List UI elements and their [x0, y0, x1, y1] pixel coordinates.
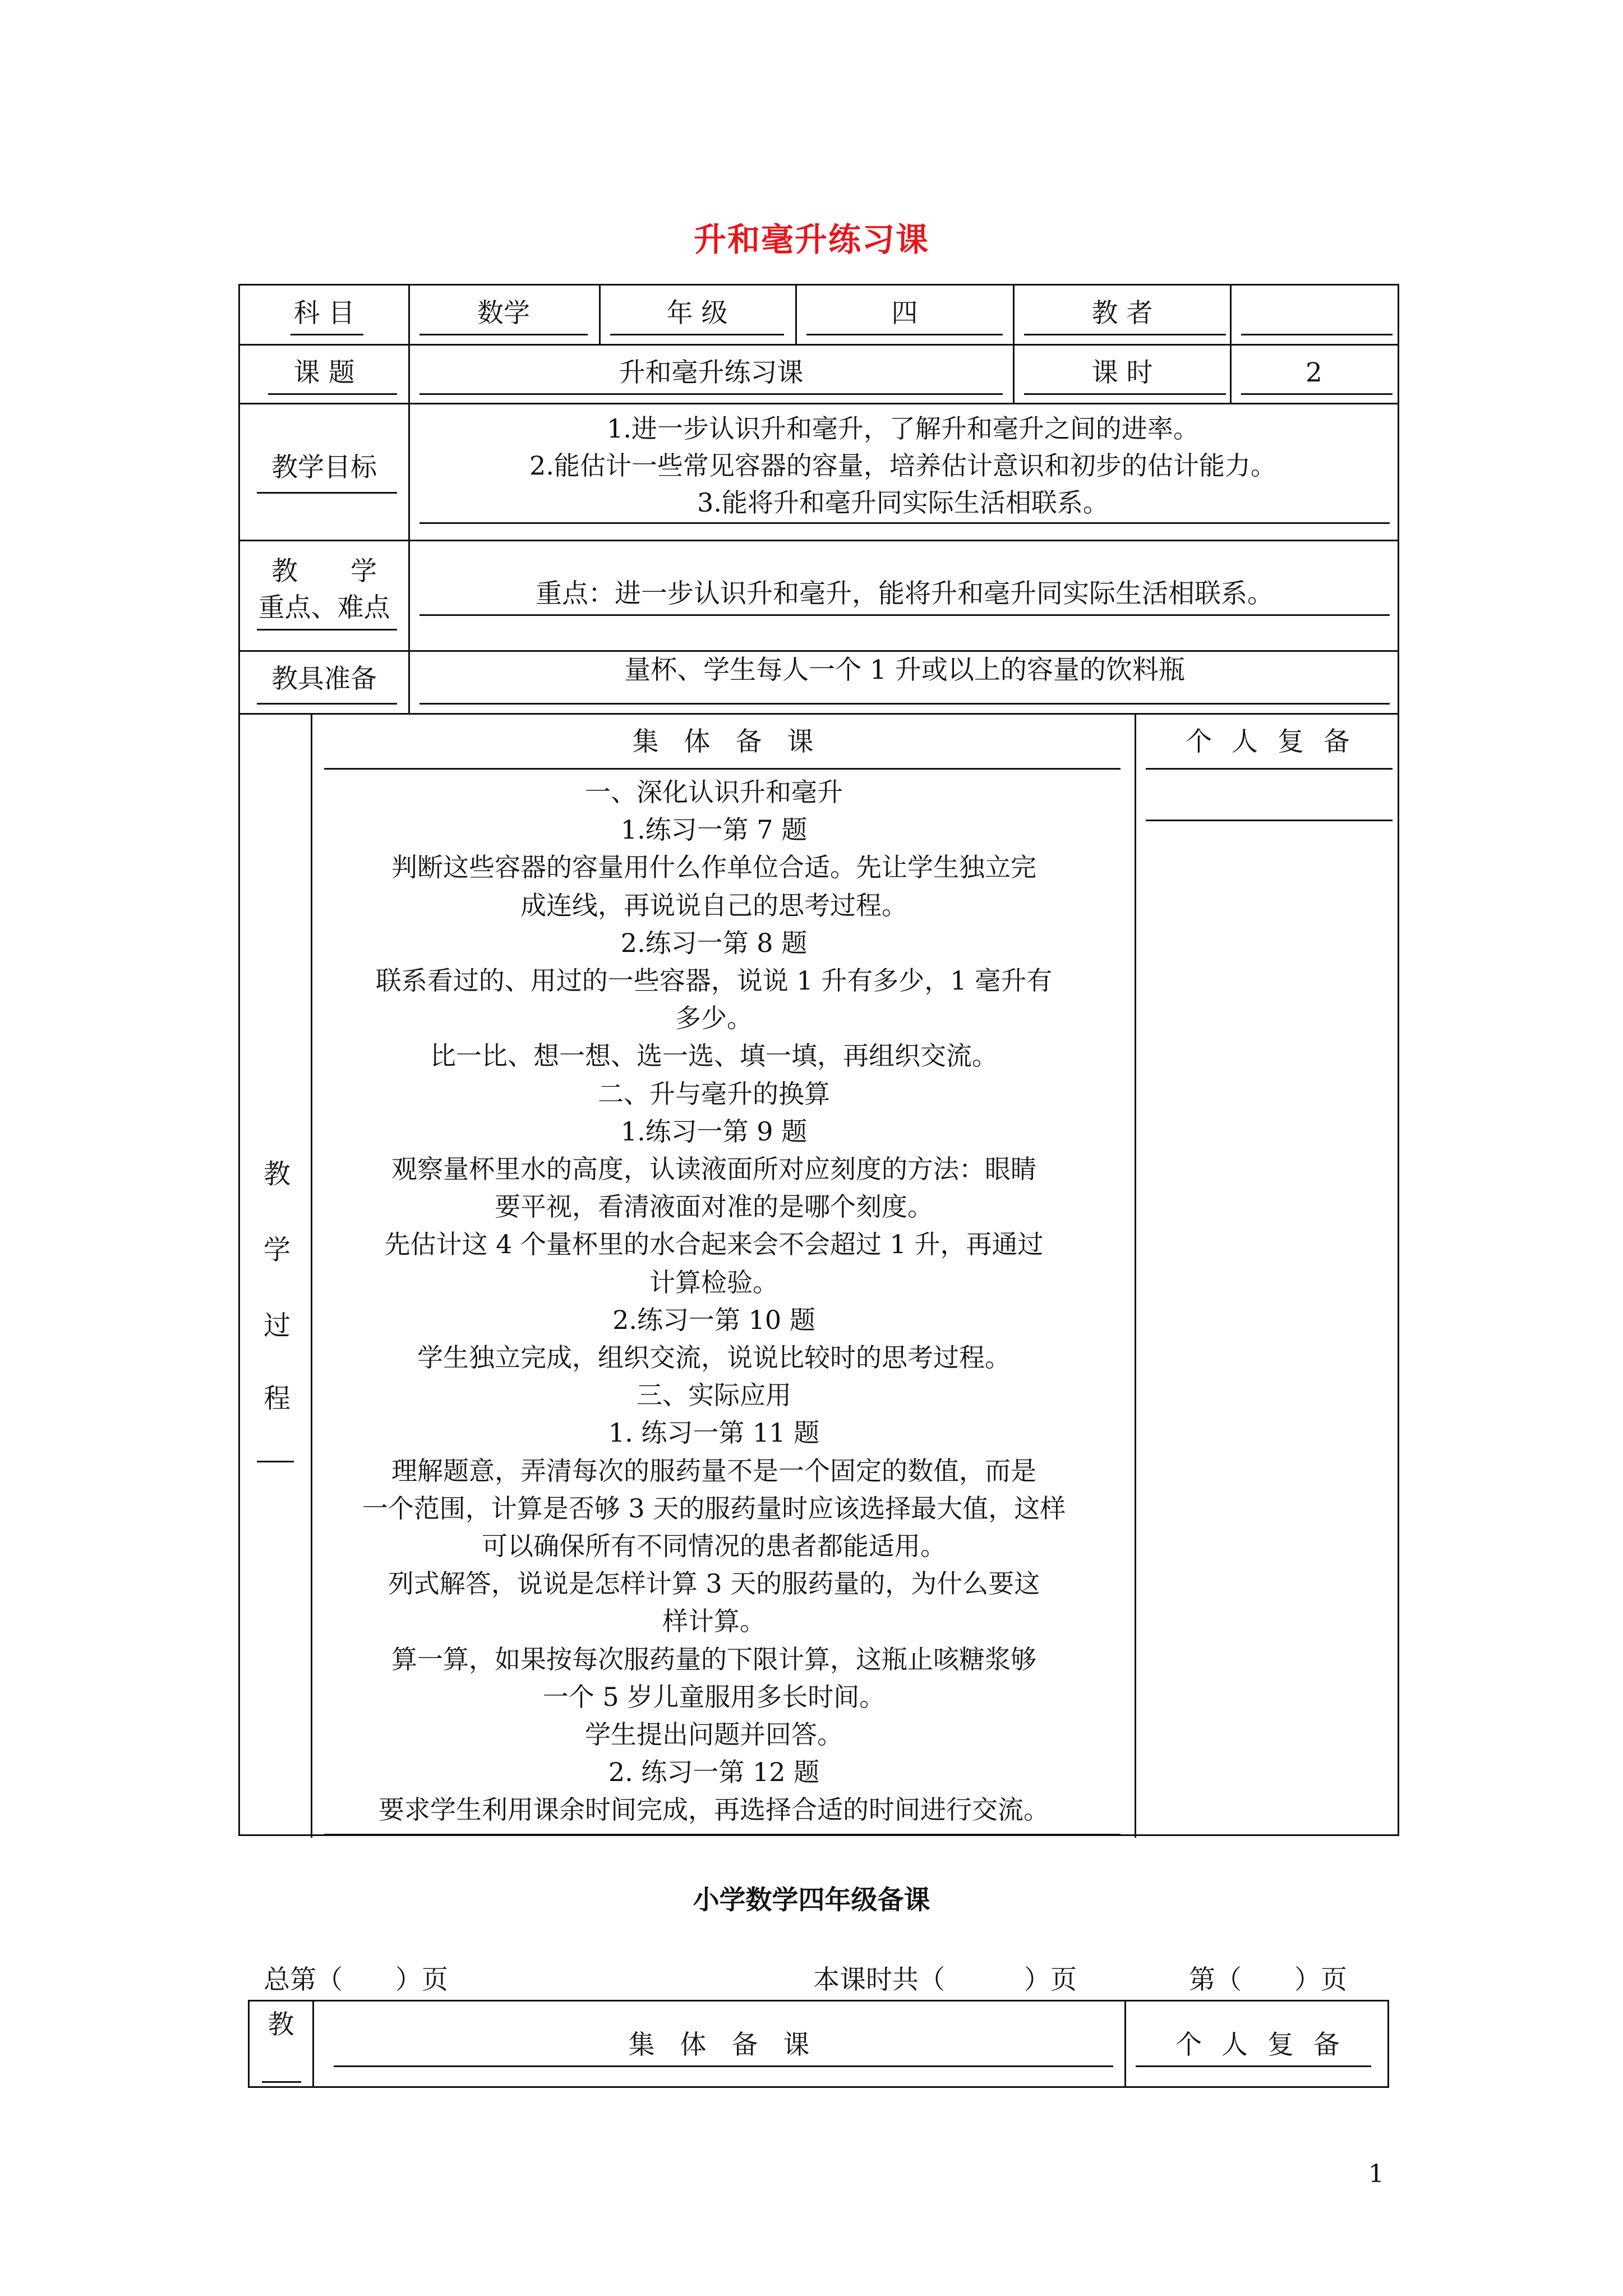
underline — [1136, 2065, 1371, 2067]
exercise-title: 2.练习一第 8 题 — [620, 927, 808, 958]
goal-item: 1.进一步认识升和毫升，了解升和毫升之间的进率。 — [607, 413, 1199, 444]
process-line: 要平视，看清液面对准的是哪个刻度。 — [495, 1191, 933, 1222]
underline — [419, 393, 1003, 395]
goal-item: 2.能估计一些常见容器的容量，培养估计意识和初步的估计能力。 — [529, 450, 1276, 481]
underline — [419, 703, 1390, 705]
process-line: 算一算，如果按每次服药量的下限计算，这瓶止咳糖浆够 — [391, 1644, 1036, 1674]
row-divider — [240, 540, 1398, 541]
underline — [419, 522, 1390, 524]
underline — [419, 334, 588, 335]
continuation-table — [248, 2000, 1389, 2088]
section-heading: 一、深化认识升和毫升 — [585, 777, 843, 807]
underline — [1024, 334, 1226, 335]
underline — [610, 334, 784, 335]
row-divider — [240, 650, 1398, 652]
lesson-plan-table — [238, 284, 1399, 1836]
column-divider — [311, 713, 312, 1838]
process-line: 先估计这 4 个量杯里的水合起来会不会超过 1 升，再通过 — [384, 1229, 1044, 1260]
process-line: 联系看过的、用过的一些容器，说说 1 升有多少，1 毫升有 — [375, 965, 1053, 996]
goals-list — [419, 410, 1386, 521]
total-page-field: 总第（ ）页 — [264, 1964, 448, 1995]
process-line: 理解题意，弄清每次的服药量不是一个固定的数值，而是 — [391, 1455, 1036, 1486]
collective-header: 集 体 备 课 — [632, 726, 814, 757]
materials-label: 教具准备 — [271, 664, 377, 694]
grade-value: 四 — [891, 298, 918, 329]
column-divider — [1124, 2001, 1126, 2086]
underline — [806, 334, 1003, 335]
row-divider — [240, 403, 1398, 404]
topic-value: 升和毫升练习课 — [619, 357, 804, 388]
key-points-value: 重点：进一步认识升和毫升，能将升和毫升同实际生活相联系。 — [536, 578, 1274, 609]
process-content — [319, 774, 1109, 1829]
process-line: 多少。 — [675, 1003, 753, 1034]
process-line: 观察量杯里水的高度，认读液面所对应刻度的方法：眼睛 — [391, 1154, 1036, 1185]
process-line: 一个范围，计算是否够 3 天的服药量时应该选择最大值，这样 — [362, 1493, 1066, 1524]
underline — [262, 2081, 301, 2083]
process-side-label: 学 — [263, 1234, 291, 1266]
column-divider — [1135, 713, 1136, 1838]
underline — [1241, 393, 1393, 395]
underline — [291, 334, 363, 335]
process-side-label: 程 — [263, 1383, 291, 1414]
key-points-label-2: 重点、难点 — [258, 592, 390, 623]
key-points-label-1: 教 学 — [271, 556, 377, 587]
underline — [1024, 393, 1226, 395]
section-heading: 二、升与毫升的换算 — [598, 1078, 830, 1109]
underline — [257, 703, 397, 705]
page-number: 1 — [1368, 2160, 1384, 2188]
row-divider — [240, 713, 1398, 715]
underline — [1146, 768, 1393, 770]
underline — [324, 768, 1121, 770]
column-divider — [408, 286, 410, 713]
teacher-underline — [1241, 334, 1393, 335]
process-line: 计算检验。 — [649, 1267, 778, 1297]
column-divider — [599, 286, 601, 344]
column-divider — [312, 2001, 314, 2086]
process-line: 列式解答，说说是怎样计算 3 天的服药量的，为什么要这 — [388, 1568, 1040, 1599]
current-page-field: 第（ ）页 — [1189, 1964, 1347, 1995]
subject-value: 数学 — [477, 298, 530, 329]
topic-label: 课 题 — [293, 357, 355, 388]
process-line: 样计算。 — [662, 1606, 766, 1637]
column-divider — [795, 286, 797, 344]
exercise-title: 1. 练习一第 11 题 — [608, 1418, 820, 1448]
column-divider — [1013, 286, 1015, 403]
personal-note-line — [1146, 820, 1393, 821]
continuation-collective-header: 集 体 备 课 — [628, 2030, 810, 2060]
process-line: 判断这些容器的容量用什么作单位合适。先让学生独立完 — [391, 852, 1036, 883]
exercise-title: 1.练习一第 9 题 — [620, 1116, 808, 1147]
personal-header: 个 人 复 备 — [1186, 726, 1350, 757]
lesson-total-field: 本课时共（ ）页 — [813, 1964, 1077, 1995]
continuation-personal-header: 个 人 复 备 — [1175, 2030, 1340, 2060]
underline — [257, 1461, 294, 1462]
grade-label: 年 级 — [666, 298, 728, 329]
process-line: 成连线，再说说自己的思考过程。 — [520, 890, 907, 921]
page-subtitle: 小学数学四年级备课 — [693, 1885, 930, 1916]
period-label: 课 时 — [1091, 357, 1153, 388]
process-side-label: 教 — [263, 1158, 291, 1190]
underline — [257, 629, 397, 631]
continuation-side-label: 教 — [268, 2009, 294, 2040]
process-line: 可以确保所有不同情况的患者都能适用。 — [482, 1531, 946, 1562]
row-divider — [240, 344, 1398, 346]
document-title: 升和毫升练习课 — [693, 220, 929, 259]
process-side-label: 过 — [263, 1310, 291, 1341]
exercise-title: 1.练习一第 7 题 — [620, 815, 808, 845]
underline — [324, 1834, 1121, 1835]
underline — [268, 393, 397, 395]
goal-item: 3.能将升和毫升同实际生活相联系。 — [697, 487, 1109, 518]
process-line: 学生提出问题并回答。 — [585, 1719, 843, 1750]
column-divider — [1230, 286, 1232, 403]
materials-value: 量杯、学生每人一个 1 升或以上的容量的饮料瓶 — [624, 655, 1185, 685]
teacher-label: 教 者 — [1091, 298, 1153, 329]
goals-label: 教学目标 — [271, 452, 377, 483]
process-line: 学生独立完成，组织交流，说说比较时的思考过程。 — [417, 1342, 1011, 1373]
exercise-title: 2. 练习一第 12 题 — [608, 1757, 820, 1788]
process-line: 要求学生利用课余时间完成，再选择合适的时间进行交流。 — [379, 1795, 1049, 1825]
underline — [334, 2065, 1113, 2067]
exercise-title: 2.练习一第 10 题 — [612, 1304, 815, 1335]
subject-label: 科 目 — [293, 298, 355, 329]
process-line: 比一比、想一想、选一选、填一填，再组织交流。 — [430, 1041, 998, 1071]
underline — [257, 492, 397, 494]
period-value: 2 — [1306, 357, 1322, 388]
process-line: 一个 5 岁儿童服用多长时间。 — [542, 1681, 886, 1712]
section-heading: 三、实际应用 — [637, 1380, 791, 1411]
underline — [419, 614, 1390, 616]
